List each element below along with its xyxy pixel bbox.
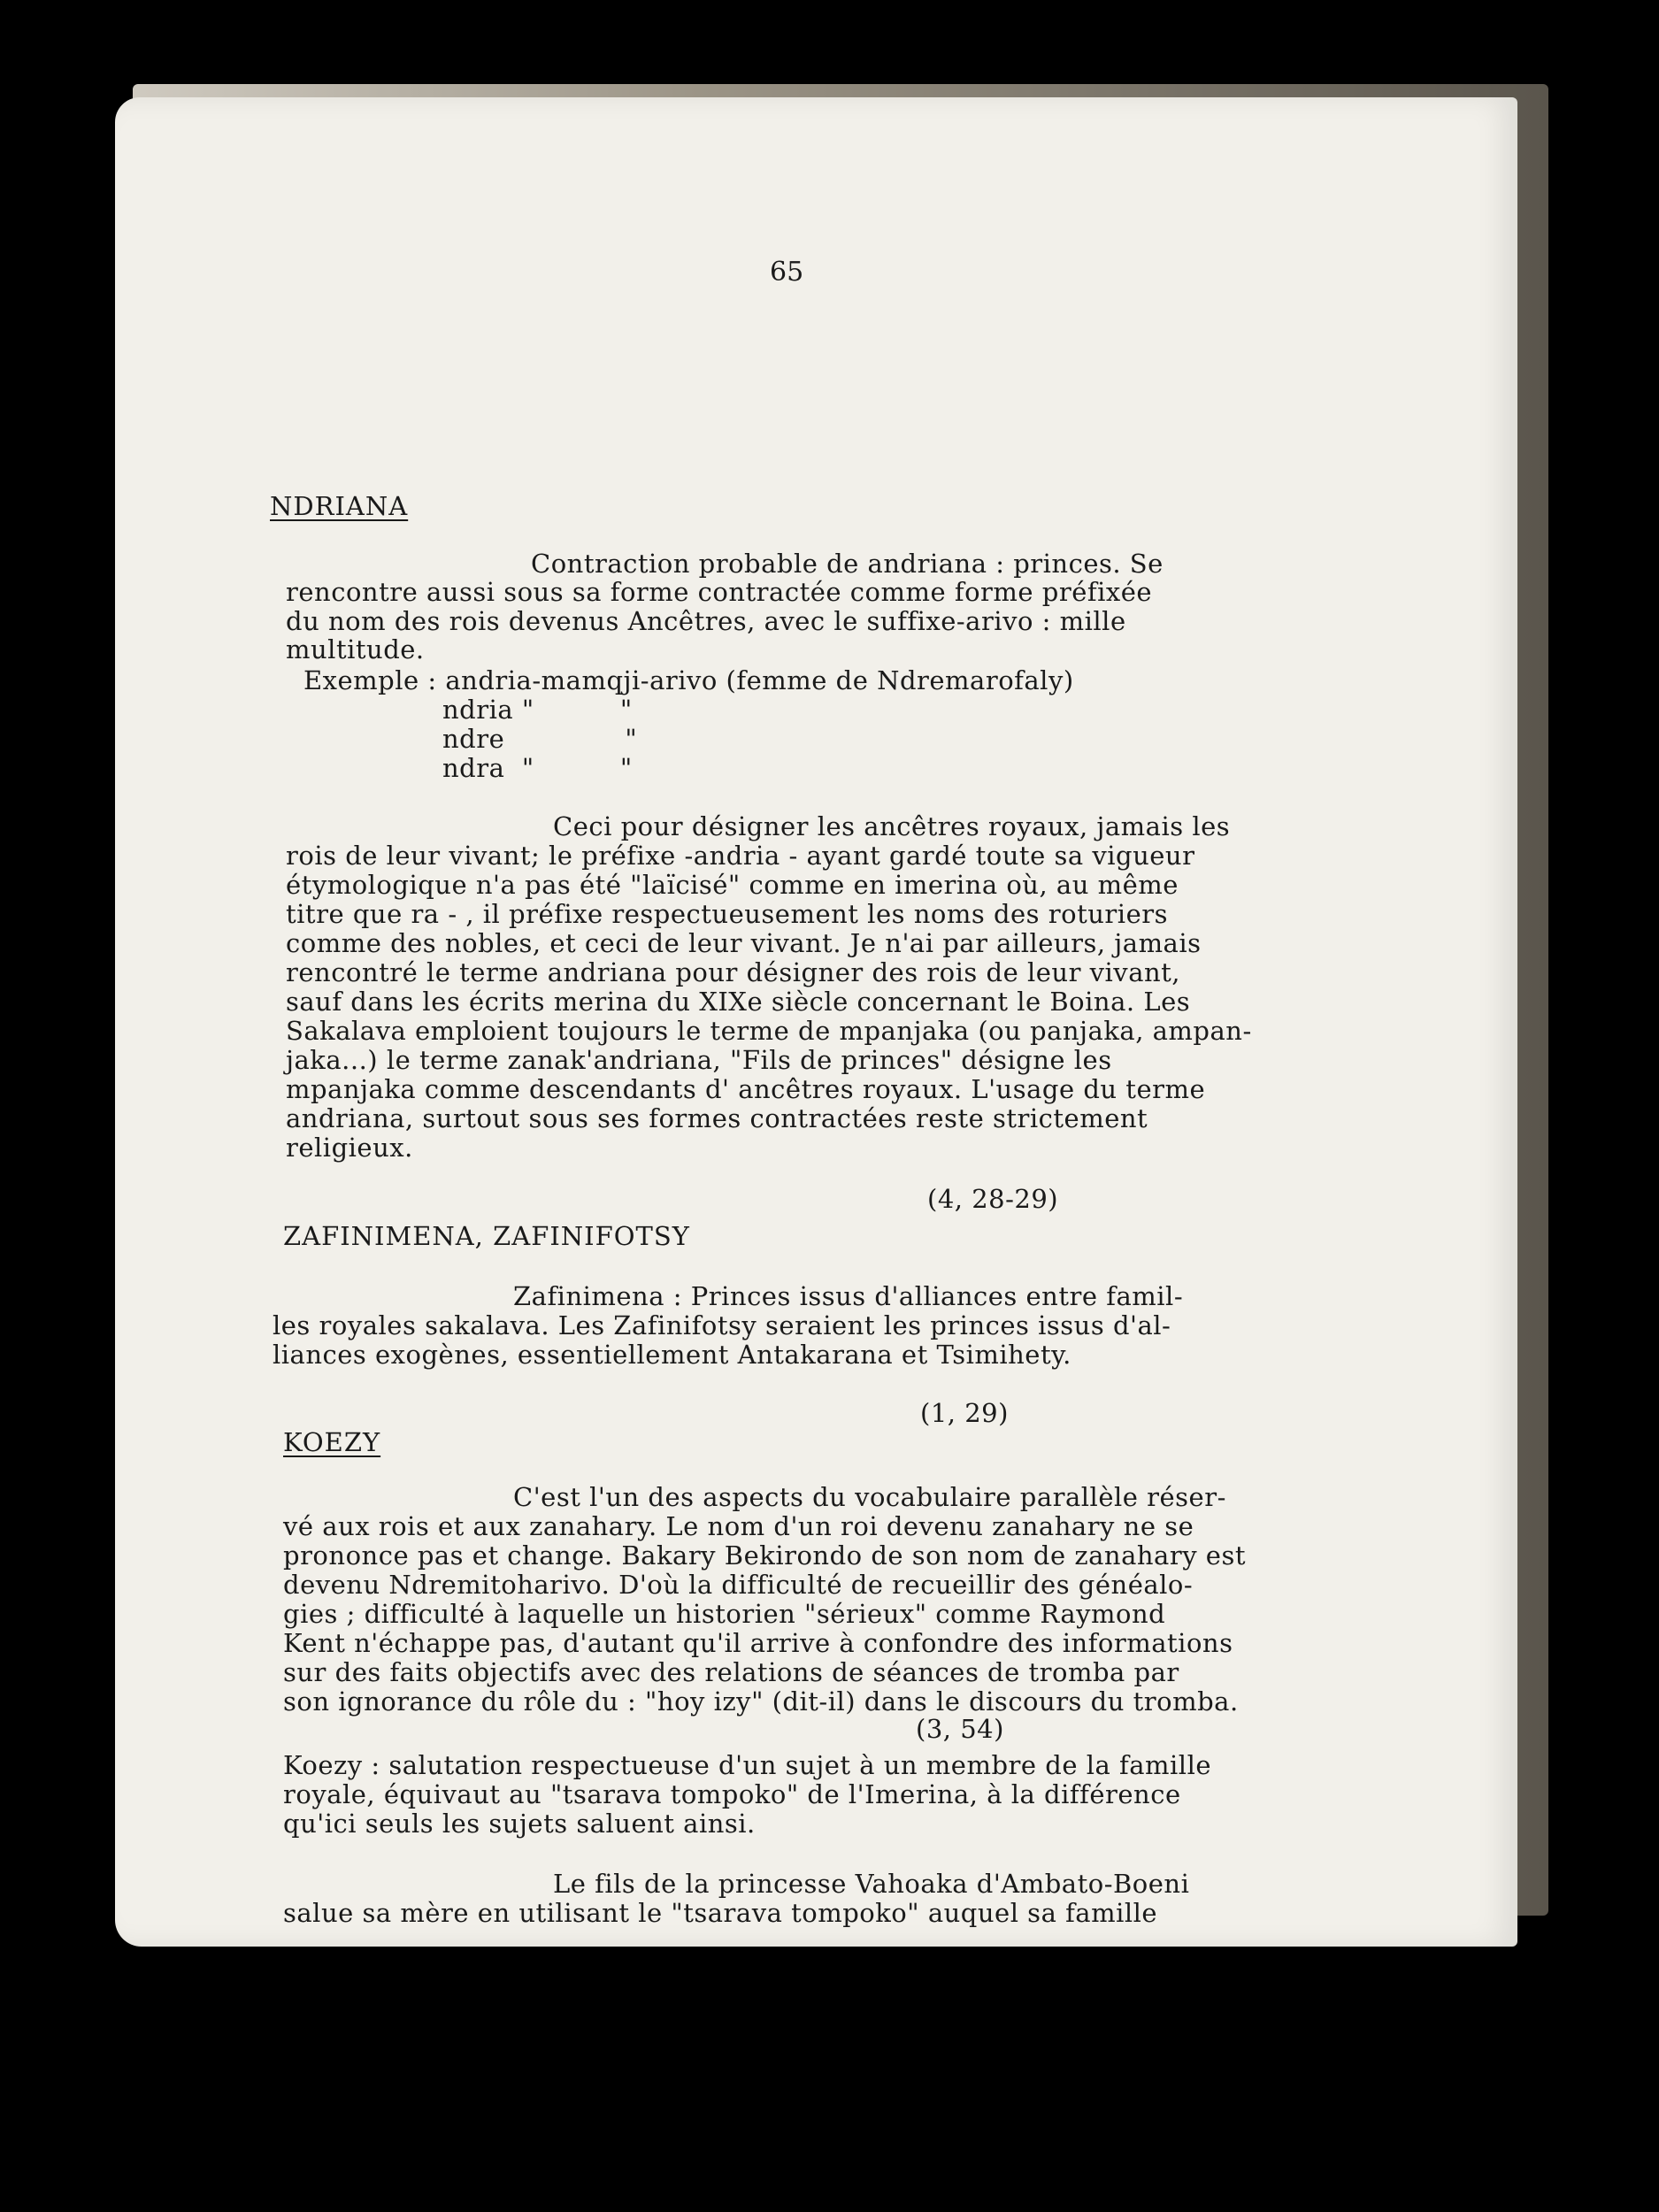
koezy-line: Kent n'échappe pas, d'autant qu'il arrive à confondre des informations (283, 1628, 1233, 1658)
example-line: ndria " " (442, 695, 633, 725)
ndriana-p2-line: religieux. (286, 1133, 413, 1163)
koezy-line: devenu Ndremitoharivo. D'où la difficulté de recueillir des généalo- (283, 1570, 1194, 1600)
koezy-line: Koezy : salutation respectueuse d'un sujet à un membre de la famille (283, 1750, 1212, 1780)
koezy-line: sur des faits objectifs avec des relations de séances de tromba par (283, 1657, 1179, 1687)
reference: (3, 54) (916, 1714, 1004, 1744)
ndriana-p1-line: rencontre aussi sous sa forme contractée comme forme préfixée (286, 577, 1153, 607)
page-number: 65 (770, 257, 804, 288)
ndriana-p2-line: comme des nobles, et ceci de leur vivant. Je n'ai par ailleurs, jamais (286, 928, 1202, 958)
ndriana-p2-line: sauf dans les écrits merina du XIXe siècle concernant le Boina. Les (286, 987, 1191, 1017)
ndriana-p2-line: jaka...) le terme zanak'andriana, "Fils de princes" désigne les (286, 1045, 1112, 1075)
heading-ndriana: NDRIANA (270, 491, 409, 521)
ndriana-p2-line: Sakalava emploient toujours le terme de mpanjaka (ou panjaka, ampan- (286, 1016, 1252, 1046)
zafinimena-line: Zafinimena : Princes issus d'alliances entre famil- (513, 1281, 1184, 1311)
reference: (1, 29) (920, 1398, 1009, 1428)
koezy-line: salue sa mère en utilisant le "tsarava tompoko" auquel sa famille (283, 1898, 1158, 1928)
ndriana-p2-line: rois de leur vivant; le préfixe -andria - ayant gardé toute sa vigueur (286, 841, 1195, 871)
koezy-line: C'est l'un des aspects du vocabulaire parallèle réser- (513, 1482, 1226, 1512)
ndriana-p1-line: multitude. (286, 634, 425, 664)
heading-koezy: KOEZY (283, 1427, 381, 1457)
koezy-line: vé aux rois et aux zanahary. Le nom d'un roi devenu zanahary ne se (283, 1511, 1194, 1541)
koezy-line: son ignorance du rôle du : "hoy izy" (dit-il) dans le discours du tromba. (283, 1686, 1239, 1717)
koezy-line: Le fils de la princesse Vahoaka d'Ambato-Boeni (553, 1869, 1190, 1899)
ndriana-p2-line: titre que ra - , il préfixe respectueusement les noms des roturiers (286, 899, 1168, 929)
ndriana-p2-line: Ceci pour désigner les ancêtres royaux, jamais les (553, 811, 1231, 841)
koezy-line: gies ; difficulté à laquelle un historien "sérieux" comme Raymond (283, 1599, 1166, 1629)
ndriana-p2-line: étymologique n'a pas été "laïcisé" comme en imerina où, au même (286, 870, 1179, 900)
koezy-line: qu'ici seuls les sujets saluent ainsi. (283, 1809, 756, 1839)
ndriana-p2-line: andriana, surtout sous ses formes contractées reste strictement (286, 1103, 1148, 1133)
ndriana-p2-line: mpanjaka comme descendants d' ancêtres royaux. L'usage du terme (286, 1074, 1206, 1104)
ndriana-p1-line: du nom des rois devenus Ancêtres, avec le suffixe-arivo : mille (286, 606, 1126, 636)
zafinimena-line: les royales sakalava. Les Zafinifotsy seraient les princes issus d'al- (273, 1310, 1171, 1340)
zafinimena-line: liances exogènes, essentiellement Antakarana et Tsimihety. (273, 1340, 1071, 1370)
koezy-line: prononce pas et change. Bakary Bekirondo de son nom de zanahary est (283, 1540, 1246, 1571)
koezy-line: royale, équivaut au "tsarava tompoko" de l'Imerina, à la différence (283, 1779, 1181, 1809)
ndriana-p1-line: Contraction probable de andriana : princes. Se (531, 549, 1164, 579)
reference: (4, 28-29) (927, 1184, 1059, 1214)
example-line: ndra " " (442, 753, 633, 783)
ndriana-p2-line: rencontré le terme andriana pour désigner des rois de leur vivant, (286, 957, 1181, 987)
example-line: Exemple : andria-mamqji-arivo (femme de Ndremarofaly) (303, 665, 1074, 695)
example-line: ndre " (442, 724, 638, 754)
heading-zafinimena: ZAFINIMENA, ZAFINIFOTSY (283, 1221, 690, 1251)
